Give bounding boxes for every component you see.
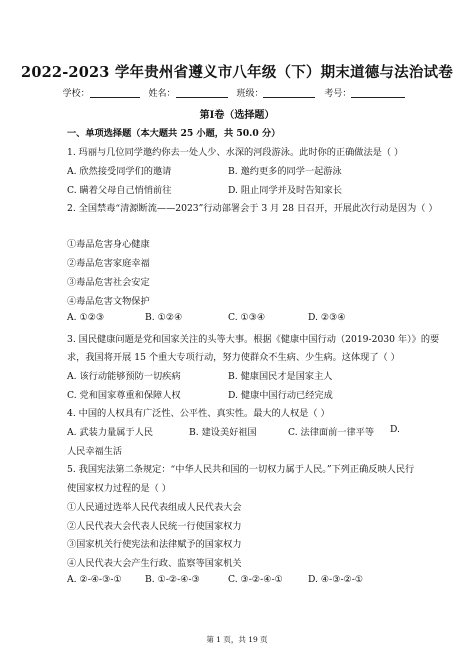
question-4-option-c[interactable]: C. 法律面前一律平等 xyxy=(288,427,375,438)
question-1-option-c[interactable]: C. 瞒着父母自己悄悄前往 xyxy=(67,185,172,196)
volume-heading: 第Ⅰ卷（选择题） xyxy=(199,110,275,121)
student-info-line xyxy=(0,86,474,99)
question-5-item-2: ②人民代表大会代表人民统一行使国家权力 xyxy=(67,521,242,532)
question-1-option-d[interactable]: D. 阻止同学并及时告知家长 xyxy=(228,185,342,196)
class-label: 班级： xyxy=(236,89,264,99)
question-3-stem-line-2: 求，我国将开展 15 个重大专项行动，努力使群众不生病、少生病。这体现了（ ） xyxy=(67,352,400,363)
question-2-option-d[interactable]: D. ②③④ xyxy=(308,312,346,323)
question-5-option-c[interactable]: C. ③-②-④-① xyxy=(228,574,283,585)
question-5-stem-line-1: 5. 我国宪法第二条规定：“中华人民共和国的一切权力属于人民。”下列正确反映人民行 xyxy=(67,464,415,475)
question-5-item-4: ④人民代表大会产生行政、监察等国家机关 xyxy=(67,558,242,569)
question-4-option-a[interactable]: A. 武装力量属于人民 xyxy=(67,427,153,438)
question-3-option-a[interactable]: A. 该行动能够预防一切疾病 xyxy=(67,371,181,382)
question-2-item-1: ①毒品危害身心健康 xyxy=(67,239,150,250)
question-5-option-a[interactable]: A. ②-④-③-① xyxy=(67,574,122,585)
question-5-option-b[interactable]: B. ①-②-④-③ xyxy=(145,574,200,585)
question-2-item-4: ④毒品危害文物保护 xyxy=(67,296,150,307)
question-5-item-3: ③国家机关行使宪法和法律赋予的国家权力 xyxy=(67,539,242,550)
question-4-stem: 4. 中国的人权具有广泛性、公平性、真实性。最大的人权是（ ） xyxy=(67,408,330,419)
question-5-item-1: ①人民通过选举人民代表组成人民代表大会 xyxy=(67,502,242,513)
question-4-option-b[interactable]: B. 建设美好祖国 xyxy=(189,427,257,438)
question-4-option-d-text: 人民幸福生活 xyxy=(67,446,123,457)
question-5-stem-line-2: 使国家权力过程的是（ ） xyxy=(67,483,171,494)
exam-title: 2022-2023 学年贵州省遵义市八年级（下）期末道德与法治试卷 xyxy=(21,64,453,81)
question-2-option-a[interactable]: A. ①②③ xyxy=(67,312,105,323)
name-label: 姓名： xyxy=(148,89,176,99)
question-2-option-c[interactable]: C. ①③④ xyxy=(228,312,266,323)
question-1-option-b[interactable]: B. 邀约更多的同学一起游泳 xyxy=(228,166,342,177)
section-heading: 一、单项选择题（本大题共 25 小题，共 50.0 分） xyxy=(67,128,281,139)
exam-number-label: 考号： xyxy=(324,89,352,99)
school-blank[interactable] xyxy=(90,88,140,98)
question-1-stem: 1. 玛丽与几位同学邀约你去一处人少、水深的河段游泳。此时你的正确做法是（ ） xyxy=(67,147,404,158)
question-2-option-b[interactable]: B. ①②④ xyxy=(145,312,183,323)
question-2-item-2: ②毒品危害家庭幸福 xyxy=(67,258,150,269)
school-label: 学校： xyxy=(62,89,90,99)
class-blank[interactable] xyxy=(263,88,315,98)
page-footer: 第 1 页，共 19 页 xyxy=(206,635,268,644)
question-2-stem: 2. 全国禁毒“清源断流——2023”行动部署会于 3 月 28 日召开，开展此次行动是因为（ ） xyxy=(67,203,438,214)
question-2-item-3: ③毒品危害社会安定 xyxy=(67,277,150,288)
question-3-option-d[interactable]: D. 健康中国行动已经完成 xyxy=(228,390,333,401)
exam-number-blank[interactable] xyxy=(351,88,405,98)
question-3-option-c[interactable]: C. 党和国家尊重和保障人权 xyxy=(67,390,181,401)
question-3-stem-line-1: 3. 国民健康问题是党和国家关注的头等大事。根据《健康中国行动（2019-2030 年）》的要 xyxy=(67,334,440,345)
question-1-option-a[interactable]: A. 欣然接受同学们的邀请 xyxy=(67,166,172,177)
question-3-option-b[interactable]: B. 健康国民才是国家主人 xyxy=(228,371,333,382)
question-5-option-d[interactable]: D. ④-③-②-① xyxy=(308,574,364,585)
question-4-option-d[interactable]: D. xyxy=(390,424,400,435)
name-blank[interactable] xyxy=(176,88,228,98)
